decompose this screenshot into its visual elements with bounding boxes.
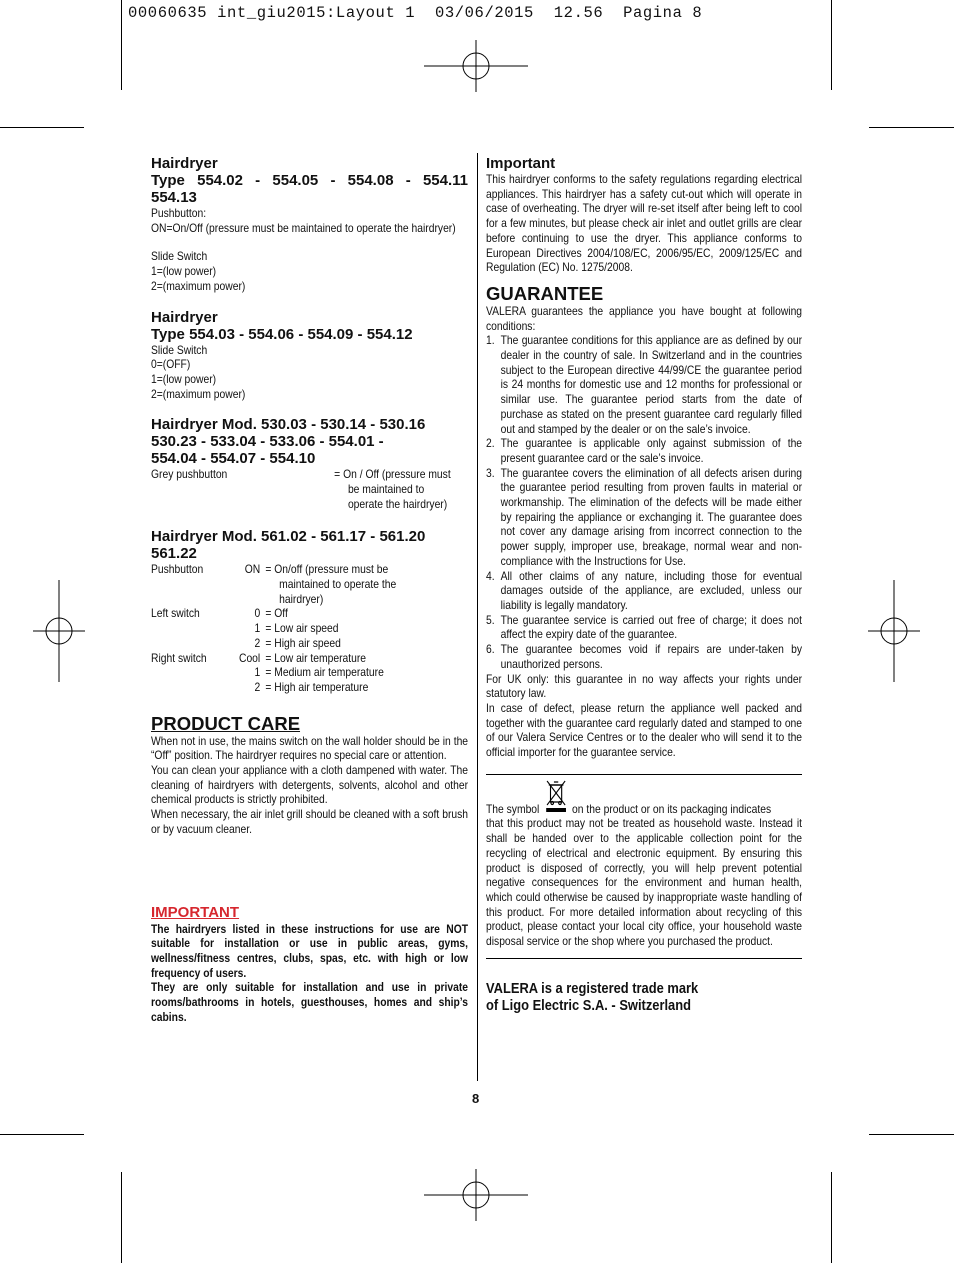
guarantee-item (486, 333, 802, 436)
switch-description: = High air speed (265, 635, 341, 650)
switch-position: 0 (254, 606, 261, 621)
switch-position: 2 (254, 679, 261, 694)
switch-table-row (151, 636, 468, 651)
paragraph: VALERA guarantees the appliance you have bought at following conditions: (486, 303, 803, 333)
switch-table-row (151, 680, 468, 695)
switch-table-row (151, 651, 468, 666)
switch-position: 1 (254, 621, 261, 636)
switch-position (233, 577, 266, 592)
item-number: 5. (486, 612, 495, 627)
guarantee-item (486, 436, 802, 465)
switch-description: = Low air speed (265, 621, 339, 636)
item-text: The guarantee conditions for this appliance are as defined by our dealer in the country of sale. In Switzerland and in the countries subject to the European directive 44/99/CE the guarantee period is 24 months for domestic use and 12 months for professional or similar use. The guarantee period starts from the date of purchase as stated on the present guarantee card regularly filled out and stamped by the dealer or on the sale’s invoice. (500, 333, 803, 436)
paragraph: When not in use, the mains switch on the wall holder should be in the “Off” position. The hairdryer requires no special care or attention. (151, 733, 469, 763)
switch-table-row (151, 592, 468, 607)
switch-description: = On/off (pressure must be (265, 562, 389, 577)
text-line: operate the hairdryer) (347, 496, 448, 511)
guarantee-list (486, 333, 802, 671)
switch-label (151, 577, 233, 592)
text-line: on the product or on its packaging indicates (572, 801, 772, 816)
paragraph: They are only suitable for installation and use in private rooms/bathrooms in hotels, guesthouses, homes and ship’s cabins. (151, 980, 469, 1024)
switch-table-row (151, 577, 468, 592)
paragraph: You can clean your appliance with a cloth dampened with water. The cleaning of hairdryers with detergents, solvents, alcohol and other chemical products is strictly prohibited. (151, 763, 469, 807)
switch-label (151, 621, 233, 636)
switch-table-row (151, 606, 468, 621)
text-line: be maintained to (347, 482, 425, 497)
model-list: Type 554.02 - 554.05 - 554.08 - 554.11 (151, 172, 468, 189)
item-text: All other claims of any nature, including those for eventual damages outside of the appliance, are excluded, unless our liability is legally mandatory. (500, 568, 803, 612)
guarantee-item (486, 569, 802, 613)
switch-label: Right switch (151, 650, 207, 665)
item-number: 1. (486, 333, 495, 348)
item-text: The guarantee becomes void if repairs are under-taken by unauthorized persons. (500, 642, 803, 671)
column-divider (477, 153, 478, 1081)
switch-label: Pushbutton (151, 562, 204, 577)
section-heading: 554.04 - 554.07 - 554.10 (151, 450, 316, 468)
left-column (151, 155, 468, 1025)
paragraph: For UK only: this guarantee in no way affects your rights under statutory law. (486, 671, 803, 701)
page-number: 8 (472, 1091, 480, 1106)
switch-table (151, 562, 468, 694)
guarantee-heading: GUARANTEE (486, 282, 604, 304)
switch-position: Cool (238, 650, 261, 665)
important-heading: IMPORTANT (151, 903, 240, 921)
switch-position: 2 (254, 635, 261, 650)
text-line: 1=(low power) (151, 264, 217, 279)
item-text: The guarantee service is carried out free of charge; it does not affect the expiry date of the guarantee. (500, 612, 803, 642)
text-line: ON=On/Off (pressure must be maintained to operate the hairdryer) (151, 220, 456, 235)
paragraph: The hairdryers listed in these instructions for use are NOT suitable for installation or use in public areas, gyms, wellness/fitness centres, clubs, spas, etc. with high or low frequency of users. (151, 921, 469, 980)
switch-table-row (151, 665, 468, 680)
guarantee-item (486, 466, 802, 569)
section-heading: Hairdryer Mod. 561.02 - 561.17 - 561.20 (151, 528, 426, 546)
paragraph: that this product may not be treated as household waste. Instead it shall be handed over to the applicable collection point for the recycling of electrical and electronic equipment. By ensuring this product is disposed of correctly, you will help prevent potential negative consequences for the environment and human health, which could otherwise be caused by inappropriate waste handling of this product. For more detailed information about recycling of this product, please contact your local city office, your household waste disposal service or the shop where you purchased the product. (486, 816, 803, 949)
guarantee-item (486, 613, 802, 642)
switch-label (151, 592, 233, 607)
text-line: Grey pushbutton (151, 467, 228, 482)
section-heading: 561.22 (151, 545, 197, 563)
weee-paragraph (486, 779, 802, 949)
model-list: 554.13 (151, 189, 197, 206)
paragraph: When necessary, the air inlet grill should be cleaned with a soft brush or by vacuum cleaner. (151, 807, 469, 836)
switch-position: 1 (254, 665, 261, 680)
paragraph: In case of defect, please return the appliance well packed and together with the guarantee card regularly dated and stamped to one of our Valera Service Centres or to the dealer who will send it to the official importer for the guarantee service. (486, 700, 803, 760)
model-list: Type 554.03 - 554.06 - 554.09 - 554.12 (151, 325, 413, 343)
item-number: 6. (486, 642, 495, 657)
switch-description: maintained to operate the (279, 577, 397, 592)
switch-table-row (151, 621, 468, 636)
text-line: The symbol (486, 801, 540, 816)
text-line: 2=(maximum power) (151, 386, 246, 401)
text-line: 1=(low power) (151, 371, 217, 386)
switch-description: = Medium air temperature (265, 665, 384, 680)
switch-position: ON (244, 562, 261, 577)
section-heading: 530.23 - 533.04 - 533.06 - 554.01 - (151, 433, 384, 451)
item-number: 3. (486, 465, 495, 480)
text-line: = On / Off (pressure must (334, 467, 451, 482)
paragraph: This hairdryer conforms to the safety regulations regarding electrical appliances. This hairdryer has a safety cut-out which will operate in case of overheating. The dryer will re-set itself after being left to cool for a few minutes, but please check air inlet and outlet grills are clear before continuing to use the dryer. This appliance conforms to European Directives 2004/108/EC, 2006/95/EC, 2009/125/EC and Regulation (EC) No. 1275/2008. (486, 172, 803, 275)
switch-description: = High air temperature (265, 679, 369, 694)
item-text: The guarantee is applicable only against submission of the present guarantee card or the sale’s invoice. (500, 436, 803, 465)
right-column (486, 155, 802, 1014)
guarantee-item (486, 642, 802, 671)
text-line: 0=(OFF) (151, 357, 191, 372)
weee-bin-icon (545, 779, 568, 817)
item-text: The guarantee covers the elimination of all defects arisen during the guarantee period resulting from proven faults in material or workmanship. The elimination of the defects will be made either by repairing the appliance or exchanging it. The guarantee does not cover any damage arising from incorrect connection to the power supply, improper use, breakage, normal wear and non-compliance with the Instructions for Use. (500, 465, 803, 568)
text-line: 2=(maximum power) (151, 278, 246, 293)
switch-description: = Off (265, 606, 288, 621)
section-heading: Hairdryer (151, 155, 218, 172)
text-line: Pushbutton: (151, 206, 207, 220)
text-line: Slide Switch (151, 249, 208, 264)
print-slug: 00060635 int_giu2015:Layout 1 03/06/2015 12.56 Pagina 8 (128, 4, 703, 22)
switch-description: = Low air temperature (265, 650, 367, 665)
text-line: Slide Switch (151, 342, 208, 357)
switch-label (151, 636, 233, 651)
switch-position (233, 592, 266, 607)
section-heading: Hairdryer Mod. 530.03 - 530.14 - 530.16 (151, 416, 426, 434)
section-heading: Hairdryer (151, 308, 218, 326)
trademark-line: VALERA is a registered trade mark (486, 979, 699, 997)
switch-table-row (151, 562, 468, 577)
switch-label (151, 665, 233, 680)
product-care-heading: PRODUCT CARE (151, 712, 301, 734)
item-number: 4. (486, 568, 495, 583)
switch-description: hairdryer) (279, 591, 324, 606)
trademark-line: of Ligo Electric S.A. - Switzerland (486, 996, 692, 1014)
switch-label: Left switch (151, 606, 200, 621)
important-heading: Important (486, 155, 556, 172)
switch-label (151, 680, 233, 695)
item-number: 2. (486, 436, 495, 451)
